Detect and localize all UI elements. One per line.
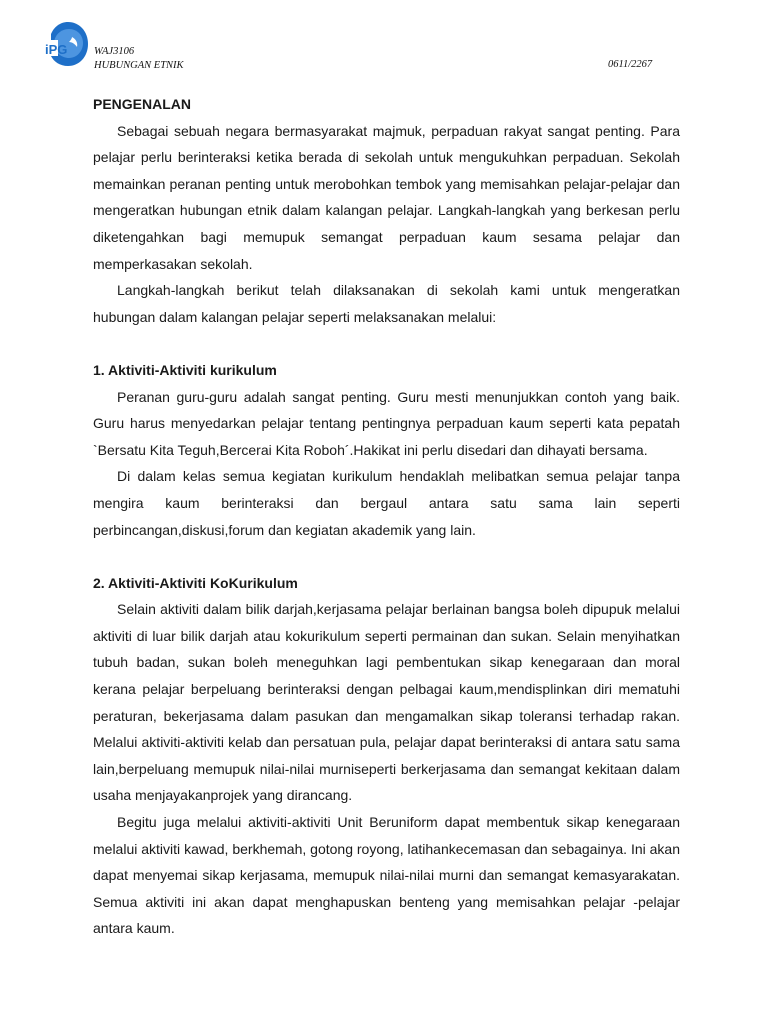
intro-paragraph-1: Sebagai sebuah negara bermasyarakat majmuk, perpaduan rakyat sangat penting. Para pelajar perlu berinteraksi ketika berada di sekolah untuk mengukuhkan perpaduan. Sekolah memainkan peranan penting untuk merobohkan tembok yang memisahkan pelajar-pelajar dan mengeratkan hubungan etnik dalam kalangan pelajar. Langkah-langkah yang berkesan perlu diketengahkan bagi memupuk semangat perpaduan kaum sesama pelajar dan memperkasakan sekolah. — [93, 122, 680, 272]
reference-number: 0611/2267 — [608, 59, 653, 70]
intro-heading: PENGENALAN — [93, 96, 192, 112]
ipg-logo — [44, 20, 92, 72]
course-code: WAJ3106 — [94, 46, 135, 57]
section-1-paragraph-1: Peranan guru-guru adalah sangat penting. Guru mesti menunjukkan contoh yang baik. Guru harus menyedarkan pelajar tentang pentingnya perpaduan kaum seperti kata pepatah `Bersatu Kita Teguh,Bercerai Kita Roboh´.Hakikat ini perlu disedari dan dihayati bersama. — [93, 388, 680, 458]
section-1-heading: 1. Aktiviti-Aktiviti kurikulum — [93, 361, 277, 378]
course-header — [94, 45, 184, 73]
document-body — [93, 91, 680, 942]
course-name: HUBUNGAN ETNIK — [94, 60, 184, 71]
section-2-paragraph-1: Selain aktiviti dalam bilik darjah,kerjasama pelajar berlainan bangsa boleh dipupuk melalui aktiviti di luar bilik darjah atau kokurikulum seperti permainan dan sukan. Selain menyihatkan tubuh badan, sukan boleh meneguhkan lagi pembentukan sikap kenegaraan dan moral kerana pelajar berpeluang berinteraksi dengan pelbagai kaum,mendisplinkan diri mematuhi peraturan, bekerjasama dalam pasukan dan mengamalkan sikap toleransi terhadap rakan. Melalui aktiviti-aktiviti kelab dan persatuan pula, pelajar dapat berinteraksi di antara satu sama lain,berpeluang memupuk nilai-nilai murniseperti berkerjasama dan semangat kekitaan dalam usaha menjayakanprojek yang dirancang. — [93, 601, 680, 804]
intro-paragraph-2: Langkah-langkah berikut telah dilaksanakan di sekolah kami untuk mengeratkan hubungan dalam kalangan pelajar seperti melaksanakan melalui: — [93, 282, 680, 325]
logo-text: iPG — [45, 42, 68, 57]
section-2-paragraph-2: Begitu juga melalui aktiviti-aktiviti Unit Beruniform dapat membentuk sikap kenegaraan melalui aktiviti kawad, berkhemah, gotong royong, latihankecemasan dan sebagainya. Ini akan dapat menyemai sikap kerjasama, memupuk nilai-nilai murni dan semangat kemasyarakatan. Semua aktiviti ini akan dapat menghapuskan benteng yang memisahkan pelajar -pelajar antara kaum. — [93, 814, 680, 937]
section-1-paragraph-2: Di dalam kelas semua kegiatan kurikulum hendaklah melibatkan semua pelajar tanpa mengira kaum berinteraksi dan bergaul antara satu sama lain seperti perbincangan,diskusi,forum dan kegiatan akademik yang lain. — [93, 468, 680, 538]
section-2-heading: 2. Aktiviti-Aktiviti KoKurikulum — [93, 574, 298, 591]
